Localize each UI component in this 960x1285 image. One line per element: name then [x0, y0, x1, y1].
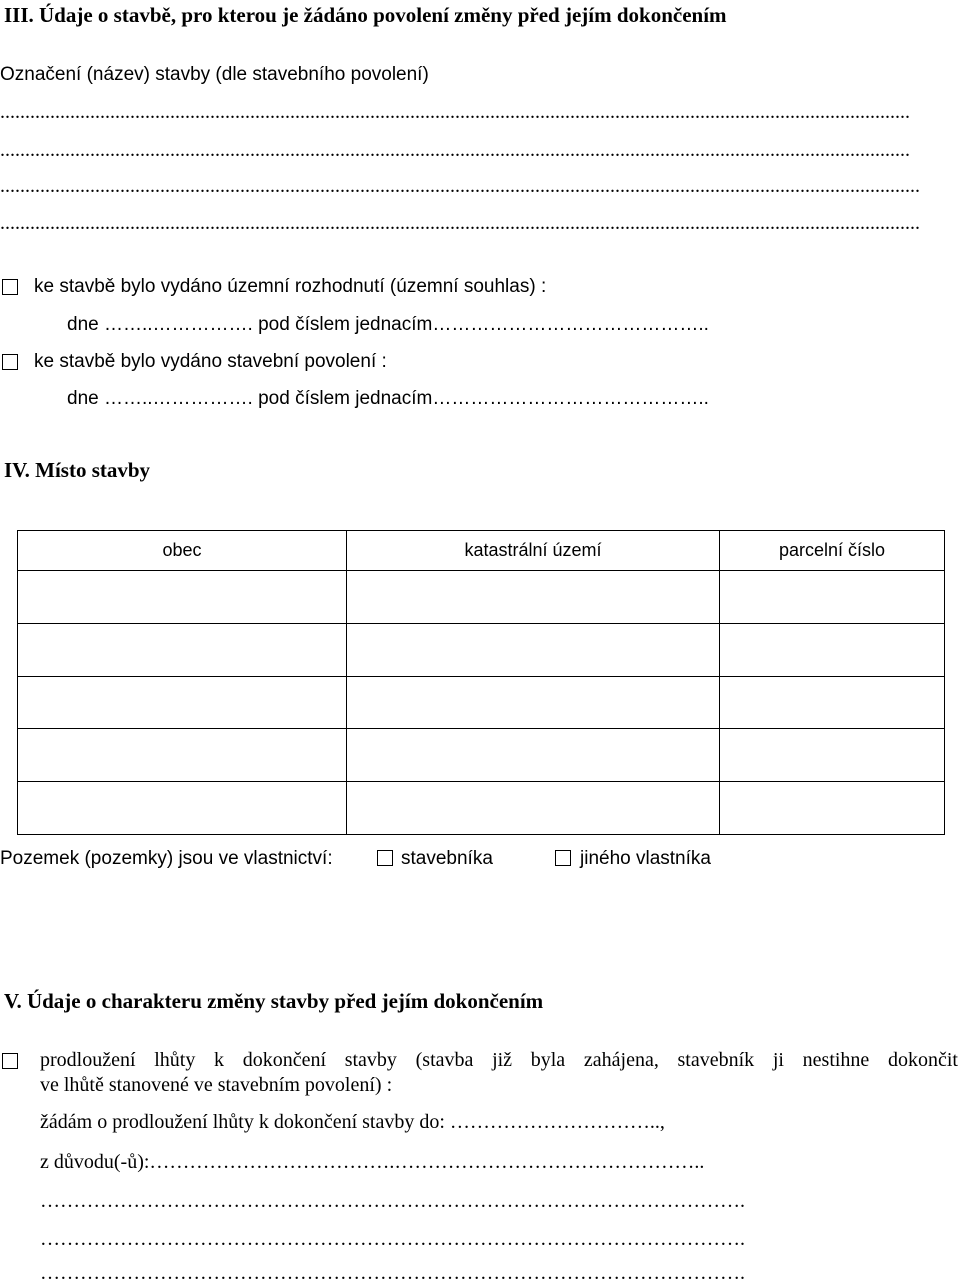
- cadastral-area-cell[interactable]: [347, 571, 720, 624]
- designation-dot-line-1[interactable]: ......................................................................................................................................................................................: [0, 101, 910, 123]
- deadline-extension-text-line2: ve lhůtě stanovené ve stavebním povolení) :: [40, 1074, 393, 1096]
- owner-builder-checkbox[interactable]: [377, 850, 393, 866]
- parcel-number-cell[interactable]: [720, 624, 945, 677]
- table-header-row: [18, 531, 945, 571]
- deadline-extension-checkbox[interactable]: [2, 1053, 18, 1069]
- designation-label: Označení (název) stavby (dle stavebního povolení): [0, 64, 429, 85]
- reason-dot-line[interactable]: …………………………………………………………………………………………….: [40, 1262, 745, 1284]
- table-row: [18, 729, 945, 782]
- section5-heading: V. Údaje o charakteru změny stavby před jejím dokončením: [4, 989, 544, 1013]
- building-permit-date-ref-line[interactable]: dne ……..……………. pod číslem jednacím……………………………………..: [67, 388, 709, 409]
- municipality-cell[interactable]: [18, 782, 347, 835]
- reason-line[interactable]: z důvodu(-ů):……………………………….………………………………………..: [40, 1151, 705, 1173]
- territorial-decision-label: ke stavbě bylo vydáno územní rozhodnutí (územní souhlas) :: [34, 276, 547, 297]
- reason-dot-line[interactable]: …………………………………………………………………………………………….: [40, 1228, 745, 1250]
- table-row: [18, 624, 945, 677]
- location-table: [17, 530, 945, 835]
- designation-dot-line-3[interactable]: ........................................................................................................................................................................................: [0, 175, 920, 197]
- table-row: [18, 677, 945, 729]
- column-header-municipality: obec: [18, 531, 347, 571]
- parcel-number-cell[interactable]: [720, 571, 945, 624]
- extension-request-line[interactable]: žádám o prodloužení lhůty k dokončení stavby do: …………………………..,: [40, 1111, 665, 1133]
- ownership-label: Pozemek (pozemky) jsou ve vlastnictví:: [0, 848, 333, 869]
- section4-heading: IV. Místo stavby: [4, 458, 151, 482]
- designation-dot-line-2[interactable]: ......................................................................................................................................................................................: [0, 139, 910, 161]
- parcel-number-cell[interactable]: [720, 782, 945, 835]
- section3-heading: III. Údaje o stavbě, pro kterou je žádáno povolení změny před jejím dokončením: [4, 3, 727, 27]
- cadastral-area-cell[interactable]: [347, 729, 720, 782]
- municipality-cell[interactable]: [18, 677, 347, 729]
- table-row: [18, 782, 945, 835]
- building-permit-label: ke stavbě bylo vydáno stavební povolení :: [34, 351, 387, 372]
- cadastral-area-cell[interactable]: [347, 782, 720, 835]
- parcel-number-cell[interactable]: [720, 677, 945, 729]
- cadastral-area-cell[interactable]: [347, 624, 720, 677]
- territorial-decision-checkbox[interactable]: [2, 279, 18, 295]
- column-header-cadastral-area: katastrální území: [347, 531, 720, 571]
- municipality-cell[interactable]: [18, 624, 347, 677]
- reason-dot-line[interactable]: …………………………………………………………………………………………….: [40, 1190, 745, 1212]
- municipality-cell[interactable]: [18, 729, 347, 782]
- owner-other-label: jiného vlastníka: [580, 848, 711, 869]
- table-row: [18, 571, 945, 624]
- parcel-number-cell[interactable]: [720, 729, 945, 782]
- building-permit-checkbox[interactable]: [2, 354, 18, 370]
- deadline-extension-text-line1: prodloužení lhůty k dokončení stavby (stavba již byla zahájena, stavebník ji nestihne dokončit: [40, 1049, 958, 1071]
- owner-builder-label: stavebníka: [401, 848, 493, 869]
- territorial-decision-date-ref-line[interactable]: dne ……..……………. pod číslem jednacím……………………………………..: [67, 314, 709, 335]
- cadastral-area-cell[interactable]: [347, 677, 720, 729]
- municipality-cell[interactable]: [18, 571, 347, 624]
- designation-dot-line-4[interactable]: ........................................................................................................................................................................................: [0, 212, 920, 234]
- owner-other-checkbox[interactable]: [555, 850, 571, 866]
- column-header-parcel-number: parcelní číslo: [720, 531, 945, 571]
